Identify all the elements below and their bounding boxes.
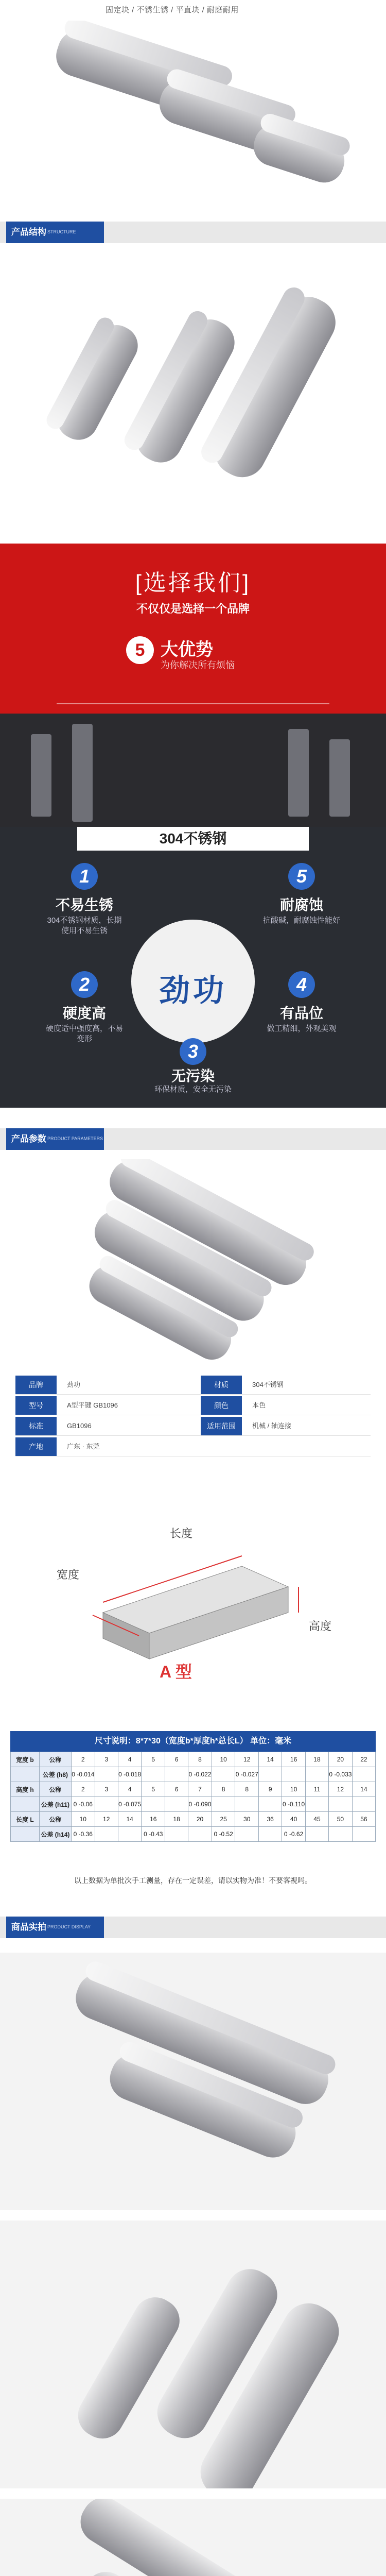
size-table-cell: 0 -0.52 — [212, 1827, 235, 1842]
center-brand: 劲功 — [159, 973, 227, 1009]
feature-num: 2 — [71, 971, 98, 998]
size-table-cell: 公差 (h14) — [39, 1827, 71, 1842]
size-table-cell: 11 — [305, 1782, 328, 1797]
size-table-cell — [352, 1827, 375, 1842]
promo-advantage: 大优势 — [161, 640, 213, 659]
size-table-cell: 3 — [95, 1752, 118, 1767]
size-table-cell — [95, 1767, 118, 1782]
size-table-cell — [165, 1767, 188, 1782]
size-table-header: 尺寸说明：8*7*30（宽度b*厚度h*总长L） 单位：毫米 — [10, 1731, 376, 1752]
size-table-cell: 10 — [212, 1752, 235, 1767]
feature-title: 有品位 — [279, 1005, 323, 1021]
size-table-cell — [352, 1797, 375, 1812]
size-note: 以上数据为单批次手工测量，存在一定误差，请以实物为准！不要客视吗。 — [74, 1876, 312, 1885]
features-panel — [0, 827, 386, 1108]
size-table-cell: 45 — [305, 1812, 328, 1827]
size-table-cell: 56 — [352, 1812, 375, 1827]
size-table-cell: 公称 — [39, 1782, 71, 1797]
size-table-cell: 20 — [188, 1812, 212, 1827]
feature-title: 不易生锈 — [55, 897, 113, 913]
size-table-cell — [11, 1767, 40, 1782]
size-table-cell: 0 -0.014 — [71, 1767, 95, 1782]
size-table-cell — [165, 1797, 188, 1812]
size-table-cell: 高度 h — [11, 1782, 40, 1797]
hero-tags: 固定块 / 不锈生锈 / 平直块 / 耐磨耐用 — [106, 6, 239, 14]
feature-title: 耐腐蚀 — [279, 897, 323, 913]
size-table-cell: 8 — [212, 1782, 235, 1797]
size-table-cell — [259, 1827, 282, 1842]
feature-num: 3 — [180, 1038, 206, 1065]
size-table-cell: 10 — [282, 1782, 306, 1797]
feature-desc: 做工精细，外观美观 — [267, 1024, 337, 1033]
label-length: 长度 — [170, 1527, 193, 1540]
size-table-cell — [305, 1767, 328, 1782]
feature-desc: 304不锈钢材质，长期使用不易生锈 — [47, 916, 122, 935]
size-table-cell — [142, 1797, 165, 1812]
size-table-cell: 公差 (h8) — [39, 1767, 71, 1782]
feature-title: 硬度高 — [62, 1005, 106, 1021]
product-photo — [0, 2499, 386, 2576]
size-table-cell: 0 -0.022 — [188, 1767, 212, 1782]
size-table-cell: 6 — [165, 1782, 188, 1797]
size-table-cell: 16 — [142, 1812, 165, 1827]
size-table-cell: 公称 — [39, 1812, 71, 1827]
hero-banner — [0, 0, 386, 206]
parameters-product-image — [62, 1159, 329, 1360]
size-table-cell: 22 — [352, 1752, 375, 1767]
size-table-cell: 0 -0.06 — [71, 1797, 95, 1812]
size-table-cell: 2 — [71, 1782, 95, 1797]
size-table-cell: 20 — [329, 1752, 353, 1767]
hero-steel-keys-image — [36, 21, 355, 201]
promo-advantage-sub: 为你解决所有烦恼 — [161, 660, 235, 670]
size-table-cell: 5 — [142, 1782, 165, 1797]
size-table-cell: 9 — [259, 1782, 282, 1797]
size-table-cell: 14 — [259, 1752, 282, 1767]
promo-banner — [0, 544, 386, 827]
size-table-cell — [212, 1767, 235, 1782]
size-table-cell: 0 -0.075 — [118, 1797, 142, 1812]
feature-desc: 环保材质，安全无污染 — [154, 1085, 232, 1094]
size-table-cell: 6 — [165, 1752, 188, 1767]
size-table-cell — [118, 1827, 142, 1842]
label-height: 高度 — [309, 1620, 332, 1633]
size-table-cell: 18 — [165, 1812, 188, 1827]
size-table-cell: 30 — [235, 1812, 259, 1827]
structure-image — [31, 258, 355, 526]
size-table-cell: 40 — [282, 1812, 306, 1827]
section-title: 产品参数 — [6, 1128, 104, 1150]
label-type: A 型 — [160, 1663, 192, 1681]
size-table-cell: 公称 — [39, 1752, 71, 1767]
promo-badge: 5 — [126, 636, 154, 664]
size-table-cell: 4 — [118, 1752, 142, 1767]
size-table-cell: 0 -0.090 — [188, 1797, 212, 1812]
promo-bolts-image — [0, 714, 386, 827]
section-header-photos: 商品实拍 PRODUCT DISPLAY — [0, 1917, 386, 1938]
size-table-cell: 5 — [142, 1752, 165, 1767]
size-table-cell — [212, 1797, 235, 1812]
size-table-cell: 0 -0.033 — [329, 1767, 353, 1782]
size-table-cell — [142, 1767, 165, 1782]
size-table-cell: 8 — [188, 1752, 212, 1767]
feature-num: 1 — [71, 863, 98, 890]
size-table-cell: 36 — [259, 1812, 282, 1827]
spec-table: 品牌 劲功 材质 304不锈钢 型号 A型平键 GB1096 颜色 本色 标准 GB1096 适用范围 机械 / 轴连接 产地 广东 · 东莞 — [15, 1376, 371, 1458]
size-table-cell: 3 — [95, 1782, 118, 1797]
size-table-cell: 0 -0.36 — [71, 1827, 95, 1842]
size-table-cell: 0 -0.027 — [235, 1767, 259, 1782]
size-table-cell: 0 -0.110 — [282, 1797, 306, 1812]
size-table-cell — [352, 1767, 375, 1782]
feature-num: 5 — [288, 863, 315, 890]
size-table-cell: 宽度 b — [11, 1752, 40, 1767]
divider — [57, 703, 329, 704]
product-photo — [0, 2221, 386, 2488]
size-table-cell: 14 — [352, 1782, 375, 1797]
size-table — [10, 1752, 376, 1842]
size-table-cell: 4 — [118, 1782, 142, 1797]
label-width: 宽度 — [57, 1568, 80, 1581]
size-table-cell — [259, 1797, 282, 1812]
size-table-cell — [11, 1827, 40, 1842]
section-title: 产品结构 — [6, 222, 104, 243]
size-table-cell — [95, 1827, 118, 1842]
size-table-cell: 8 — [235, 1782, 259, 1797]
promo-headline: [选择我们] — [135, 570, 251, 596]
size-table-cell: 公差 (h11) — [39, 1797, 71, 1812]
section-header-parameters: 产品参数 PRODUCT PARAMETERS — [0, 1128, 386, 1150]
size-table-cell: 12 — [329, 1782, 353, 1797]
dimension-diagram — [0, 1494, 386, 1710]
size-table-cell — [188, 1827, 212, 1842]
size-table-cell: 0 -0.62 — [282, 1827, 306, 1842]
size-table-cell: 10 — [71, 1812, 95, 1827]
size-table-cell: 长度 L — [11, 1812, 40, 1827]
features-ribbon: 304不锈钢 — [77, 827, 309, 851]
size-table-cell: 25 — [212, 1812, 235, 1827]
size-table-cell — [305, 1797, 328, 1812]
size-table-cell: 0 -0.018 — [118, 1767, 142, 1782]
size-table-cell — [329, 1797, 353, 1812]
section-header-structure: 产品结构 STRUCTURE — [0, 222, 386, 243]
size-table-cell: 7 — [188, 1782, 212, 1797]
size-table-cell: 18 — [305, 1752, 328, 1767]
size-table-cell — [235, 1827, 259, 1842]
feature-desc: 抗酸碱，耐腐蚀性能好 — [262, 916, 340, 925]
feature-title: 无污染 — [171, 1068, 215, 1084]
product-photo — [0, 1953, 386, 2210]
size-table-cell — [95, 1797, 118, 1812]
size-table-cell — [165, 1827, 188, 1842]
size-table-cell: 50 — [329, 1812, 353, 1827]
feature-desc: 硬度适中强度高，不易变形 — [45, 1024, 123, 1043]
size-table-cell — [235, 1797, 259, 1812]
size-table-cell — [329, 1827, 353, 1842]
size-table-cell: 16 — [282, 1752, 306, 1767]
size-table-cell: 12 — [95, 1812, 118, 1827]
size-table-cell: 2 — [71, 1752, 95, 1767]
promo-subheadline: 不仅仅是选择一个品牌 — [136, 602, 250, 615]
size-table-cell: 14 — [118, 1812, 142, 1827]
size-table-cell — [259, 1767, 282, 1782]
size-table-cell: 12 — [235, 1752, 259, 1767]
size-table-cell: 0 -0.43 — [142, 1827, 165, 1842]
size-table-cell — [282, 1767, 306, 1782]
size-table-cell — [11, 1797, 40, 1812]
feature-num: 4 — [288, 971, 315, 998]
section-title: 商品实拍 — [6, 1917, 104, 1938]
size-table-cell — [305, 1827, 328, 1842]
